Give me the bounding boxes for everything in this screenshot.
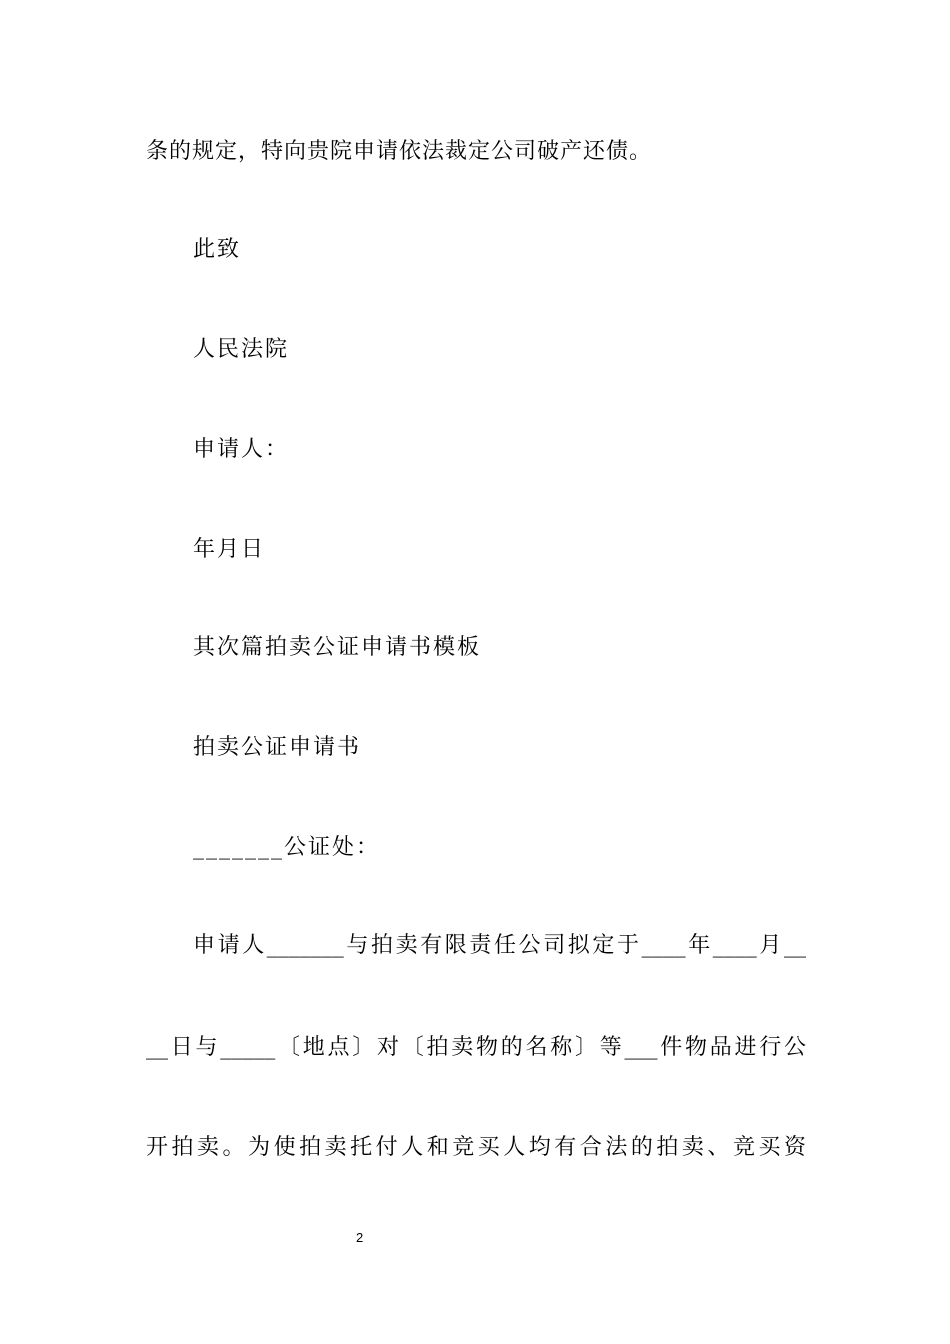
page-number: 2 bbox=[356, 1230, 364, 1245]
document-title: 拍卖公证申请书 bbox=[193, 735, 362, 760]
date-line: 年月日 bbox=[193, 537, 266, 562]
paragraph-line-2: 申请人_______与拍卖有限责任公司拟定于____年____月__ bbox=[193, 933, 806, 958]
paragraph-line-3: __日与_____〔地点〕对〔拍卖物的名称〕等___件物品进行公 bbox=[146, 1035, 806, 1060]
section-heading: 其次篇拍卖公证申请书模板 bbox=[193, 635, 482, 660]
notary-office-line: _______公证处： bbox=[193, 835, 381, 860]
paragraph-line-1: 条的规定，特向贵院申请依法裁定公司破产还债。 bbox=[146, 139, 653, 164]
applicant-line: 申请人： bbox=[193, 437, 290, 462]
court-name-line: 人民法院 bbox=[193, 337, 290, 362]
salutation-line: 此致 bbox=[193, 237, 242, 262]
paragraph-line-4: 开拍卖。为使拍卖托付人和竞买人均有合法的拍卖、竞买资 bbox=[146, 1135, 806, 1160]
